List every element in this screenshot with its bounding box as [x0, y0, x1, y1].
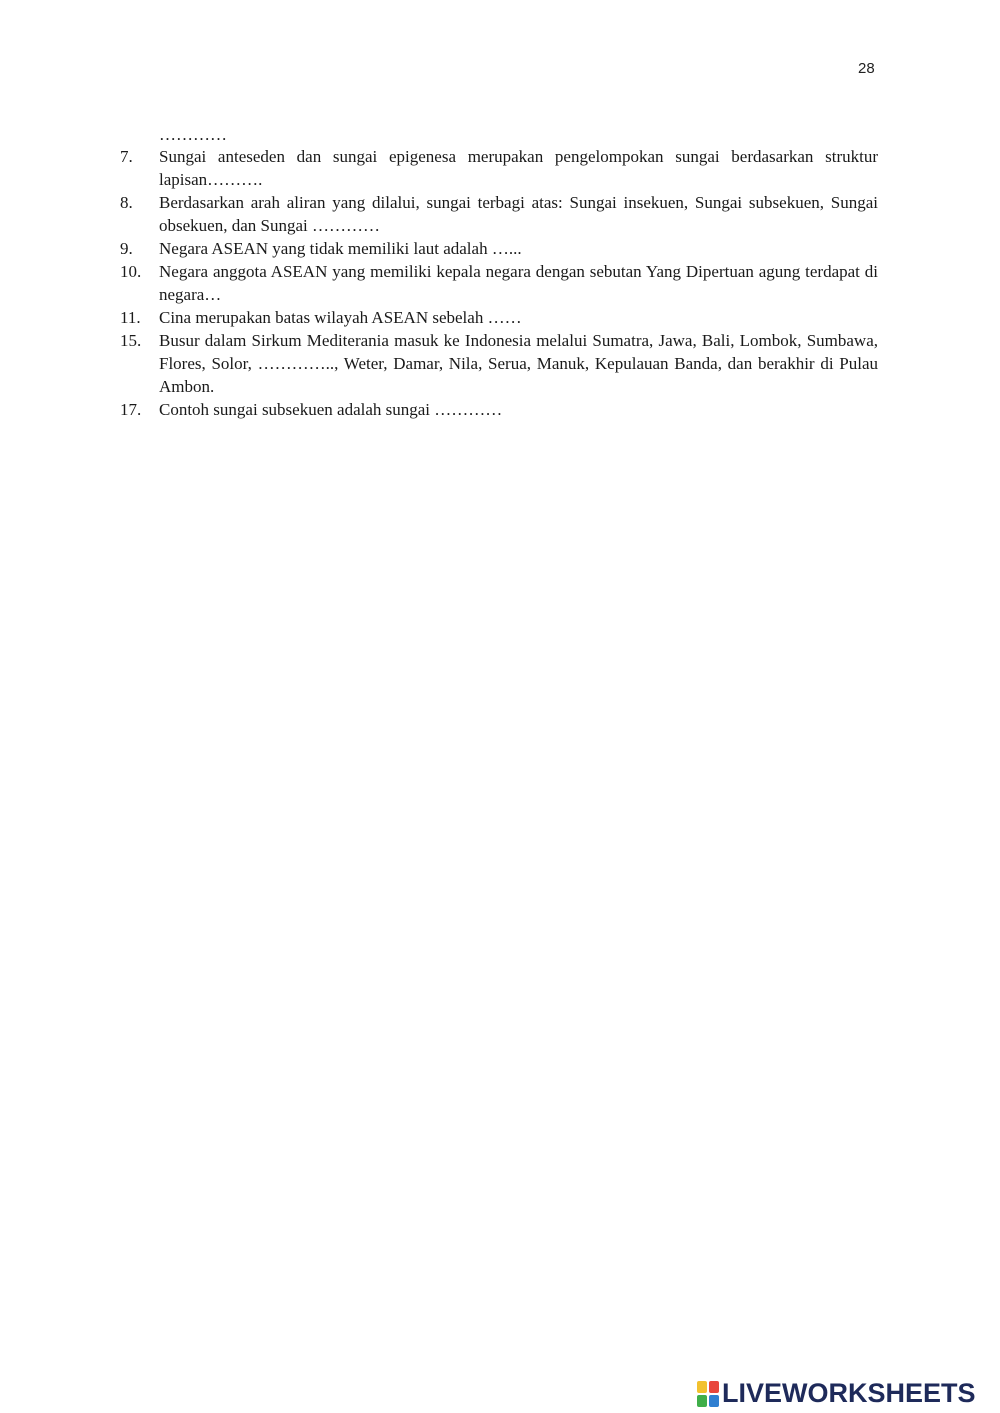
item-text: Sungai anteseden dan sungai epigenesa merupakan pengelompokan sungai berdasarkan struktur lapisan……….: [159, 147, 878, 189]
continuation-dots: …………: [159, 125, 227, 144]
item-text: Negara ASEAN yang tidak memiliki laut adalah …...: [159, 239, 522, 258]
item-text: Cina merupakan batas wilayah ASEAN sebelah ……: [159, 308, 522, 327]
liveworksheets-mark-icon: [697, 1381, 719, 1407]
item-number: 9.: [120, 239, 133, 258]
mark-square: [697, 1395, 707, 1407]
list-item: [120, 145, 878, 191]
item-text: Berdasarkan arah aliran yang dilalui, sungai terbagi atas: Sungai insekuen, Sungai subsekuen, Sungai obsekuen, dan Sungai …………: [159, 193, 878, 235]
item-text: Negara anggota ASEAN yang memiliki kepala negara dengan sebutan Yang Dipertuan agung terdapat di negara…: [159, 262, 878, 304]
list-item: [120, 191, 878, 237]
item-text: Busur dalam Sirkum Mediterania masuk ke Indonesia melalui Sumatra, Jawa, Bali, Lombok, Sumbawa, Flores, Solor, ………….., Weter, Damar, Nila, Serua, Manuk, Kepulauan Banda, dan berakhir di Pulau Ambon.: [159, 331, 878, 396]
list-item: [120, 306, 878, 329]
item-number: 7.: [120, 147, 133, 166]
list-item: [120, 329, 878, 398]
item-number: 11.: [120, 308, 141, 327]
liveworksheets-logo: [697, 1378, 976, 1409]
question-list: [120, 145, 878, 421]
brand-name: LIVEWORKSHEETS: [722, 1378, 976, 1408]
list-item: [120, 398, 878, 421]
item-text: Contoh sungai subsekuen adalah sungai …………: [159, 400, 503, 419]
mark-square: [709, 1381, 719, 1393]
list-item: [120, 237, 878, 260]
mark-square: [709, 1395, 719, 1407]
page-number: 28: [858, 60, 875, 77]
item-number: 8.: [120, 193, 133, 212]
mark-square: [697, 1381, 707, 1393]
item-number: 10.: [120, 262, 142, 281]
list-item: [120, 260, 878, 306]
item-number: 17.: [120, 400, 142, 419]
item-number: 15.: [120, 331, 142, 350]
